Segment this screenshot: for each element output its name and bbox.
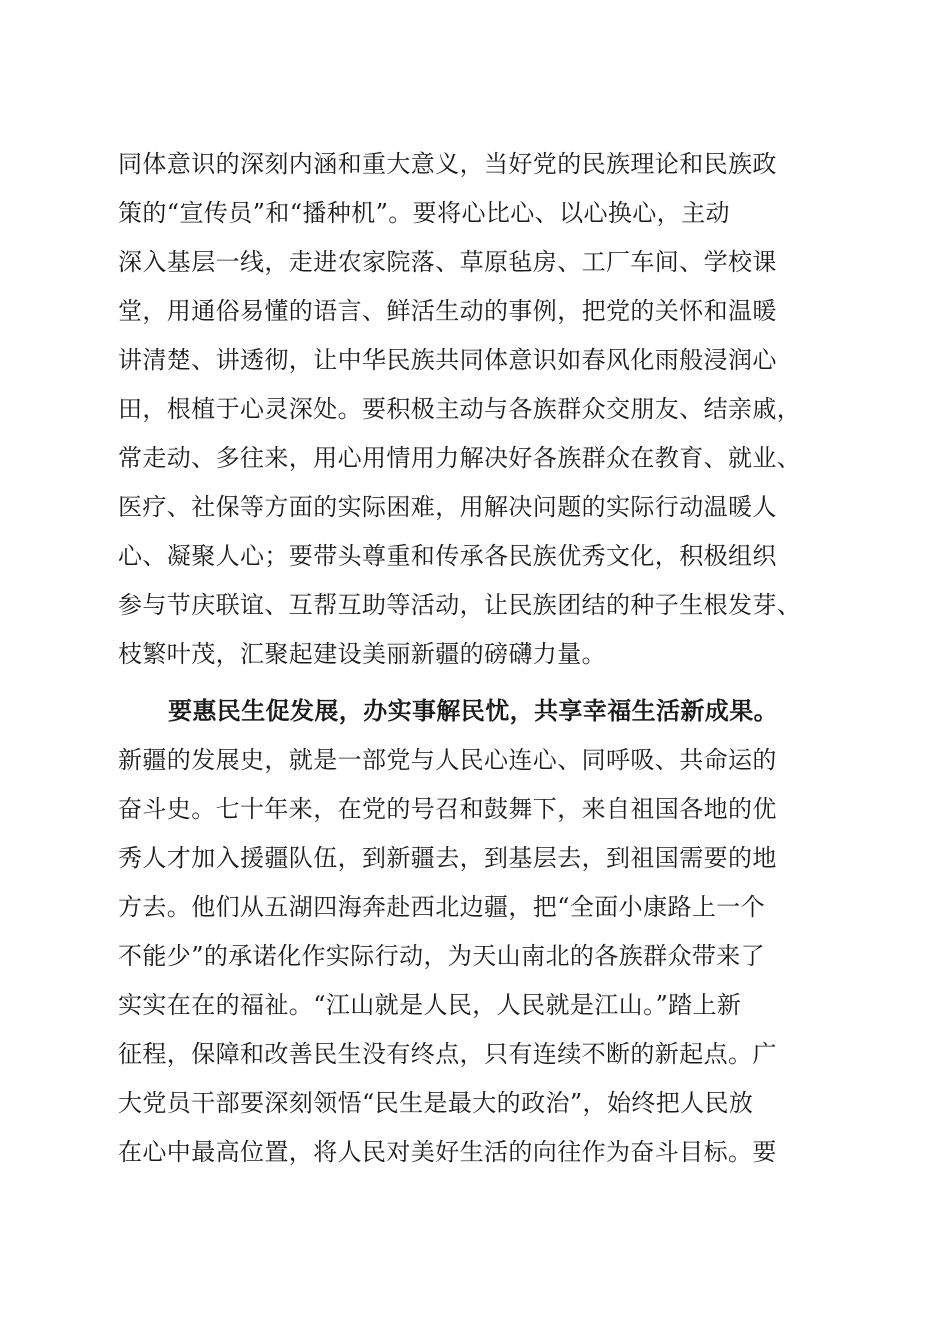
text-line: 参与节庆联谊、互帮互助等活动，让民族团结的种子生根发芽、 xyxy=(118,591,802,619)
text-line: 心、凝聚人心；要带头尊重和传承各民族优秀文化，积极组织 xyxy=(118,542,777,570)
text-line: 实实在在的福祉。“江山就是人民，人民就是江山。”踏上新 xyxy=(118,991,742,1019)
text-line: 堂，用通俗易懂的语言、鲜活生动的事例，把党的关怀和温暖 xyxy=(118,297,777,325)
text-line: 枝繁叶茂，汇聚起建设美丽新疆的磅礴力量。 xyxy=(118,640,606,668)
text-line: 秀人才加入援疆队伍，到新疆去，到基层去，到祖国需要的地 xyxy=(118,844,777,872)
text-line: 常走动、多往来，用心用情用力解决好各族群众在教育、就业、 xyxy=(118,444,802,472)
text-line: 同体意识的深刻内涵和重大意义，当好党的民族理论和民族政 xyxy=(118,150,777,178)
text-line: 在心中最高位置，将人民对美好生活的向往作为奋斗目标。要 xyxy=(118,1138,777,1166)
text-line: 奋斗史。七十年来，在党的号召和鼓舞下，来自祖国各地的优 xyxy=(118,795,777,823)
text-line: 医疗、社保等方面的实际困难，用解决问题的实际行动温暖人 xyxy=(118,493,777,521)
section-heading: 要惠民生促发展，办实事解民忧，共享幸福生活新成果。 xyxy=(168,697,778,725)
text-line: 深入基层一线，走进农家院落、草原毡房、工厂车间、学校课 xyxy=(118,248,777,276)
text-line: 不能少”的承诺化作实际行动，为天山南北的各族群众带来了 xyxy=(118,942,766,970)
text-line: 征程，保障和改善民生没有终点，只有连续不断的新起点。广 xyxy=(118,1040,777,1068)
text-line: 方去。他们从五湖四海奔赴西北边疆，把“全面小康路上一个 xyxy=(118,893,766,921)
text-line: 田，根植于心灵深处。要积极主动与各族群众交朋友、结亲戚， xyxy=(118,395,802,423)
text-line: 大党员干部要深刻领悟“民生是最大的政治”，始终把人民放 xyxy=(118,1089,754,1117)
text-line: 策的“宣传员”和“播种机”。要将心比心、以心换心，主动 xyxy=(118,199,730,227)
text-line: 新疆的发展史，就是一部党与人民心连心、同呼吸、共命运的 xyxy=(118,746,777,774)
text-line: 讲清楚、讲透彻，让中华民族共同体意识如春风化雨般浸润心 xyxy=(118,346,777,374)
